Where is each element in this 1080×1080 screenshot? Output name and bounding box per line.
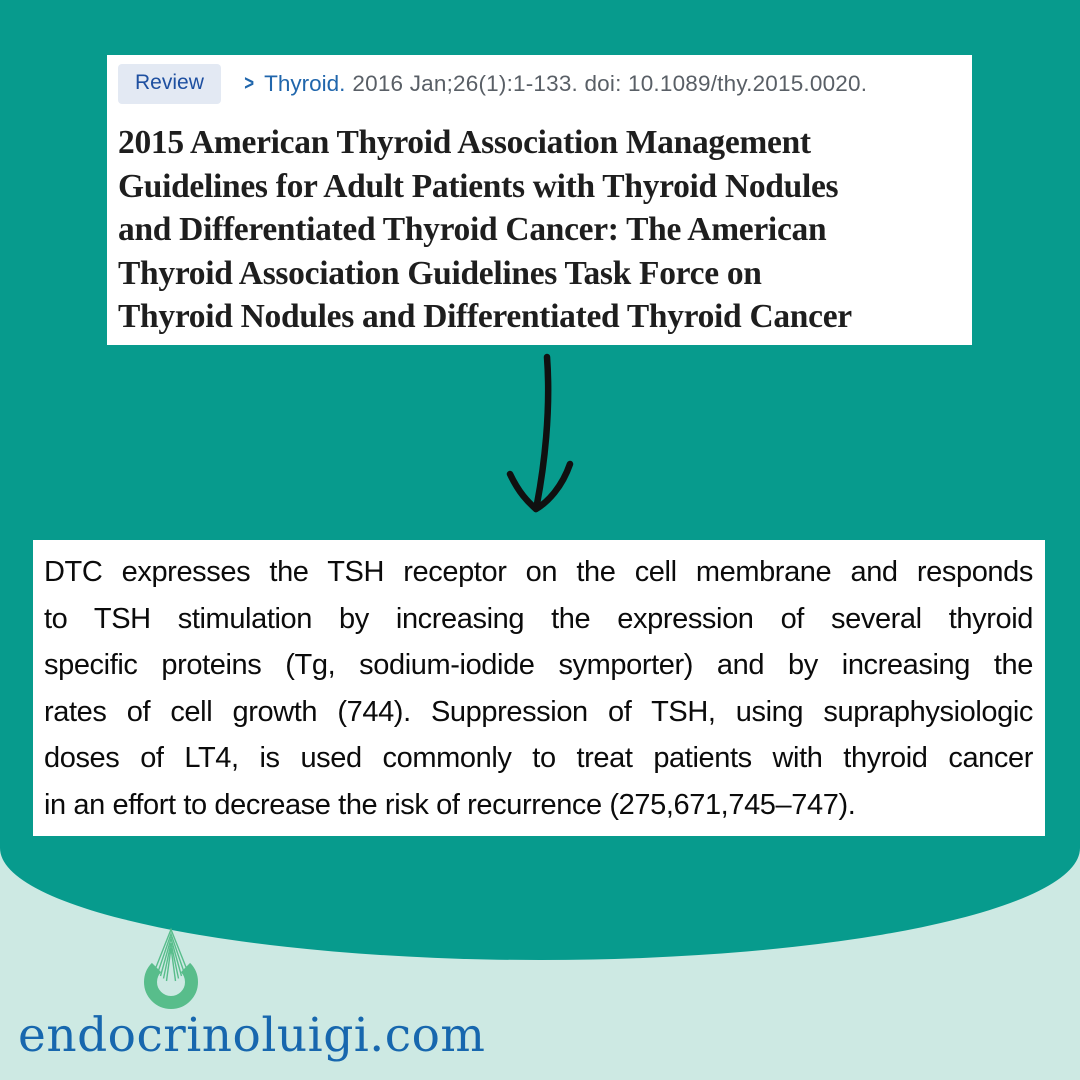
- article-title-line: Thyroid Association Guidelines Task Force on: [118, 254, 762, 292]
- article-title: [118, 121, 960, 339]
- excerpt-line: to TSH stimulation by increasing the expression of several thyroid: [44, 602, 1033, 635]
- website-url: endocrinoluigi.com: [18, 1008, 486, 1063]
- journal-link[interactable]: Thyroid.: [264, 71, 346, 96]
- pubmed-citation-row: [118, 64, 960, 104]
- citation-text: 2016 Jan;26(1):1-133. doi: 10.1089/thy.2015.0020.: [352, 71, 868, 96]
- chevron-right-icon: >: [244, 72, 254, 95]
- article-title-line: Thyroid Nodules and Differentiated Thyroid Cancer: [118, 298, 852, 335]
- droplet-logo-icon: [142, 926, 200, 1012]
- article-title-line: 2015 American Thyroid Association Management: [118, 124, 811, 161]
- down-arrow-icon: [498, 352, 588, 524]
- excerpt-line: doses of LT4, is used commonly to treat patients with thyroid cancer: [44, 742, 1033, 774]
- article-title-line: Guidelines for Adult Patients with Thyroid Nodules: [118, 167, 839, 205]
- excerpt-line: DTC expresses the TSH receptor on the cell membrane and responds: [44, 556, 1033, 588]
- review-badge: Review: [118, 64, 221, 104]
- excerpt-line: specific proteins (Tg, sodium-iodide symporter) and by increasing the: [44, 649, 1033, 681]
- arrow-head-left: [510, 474, 536, 509]
- droplet-ring: [151, 968, 192, 1003]
- droplet-logo: [142, 926, 200, 1012]
- pubmed-card: [107, 55, 972, 345]
- excerpt-card: [33, 540, 1045, 836]
- excerpt-line: in an effort to decrease the risk of recurrence (275,671,745–747).: [44, 788, 856, 821]
- excerpt-line: rates of cell growth (744). Suppression of TSH, using supraphysiologic: [44, 695, 1033, 728]
- down-arrow: [498, 352, 588, 524]
- article-title-line: and Differentiated Thyroid Cancer: The American: [118, 211, 827, 248]
- arrow-shaft: [537, 357, 548, 504]
